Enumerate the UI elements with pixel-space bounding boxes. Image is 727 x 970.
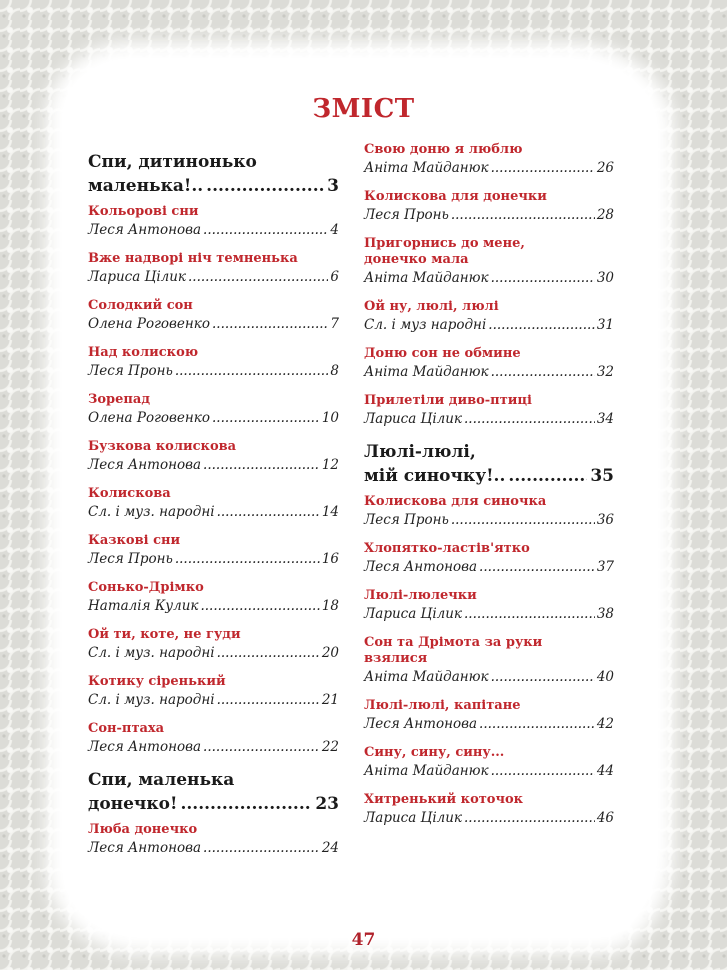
song-title: Колискова для донечки <box>364 189 547 204</box>
page-ref: 16 <box>321 551 339 567</box>
leader-dots <box>217 502 320 522</box>
section-title-last-line <box>88 792 339 816</box>
toc-entry <box>88 533 339 569</box>
entry-line <box>88 838 339 858</box>
toc-entry <box>88 251 339 287</box>
author: Леся Антонова <box>88 840 202 856</box>
author: Леся Антонова <box>364 559 478 575</box>
leader-dots <box>491 362 595 382</box>
page-ref: 28 <box>596 207 614 223</box>
entry-line <box>88 737 339 757</box>
leader-dots <box>203 455 320 475</box>
page-ref: 21 <box>321 692 339 708</box>
song-title: Кольорові сни <box>88 204 199 219</box>
entry-line <box>88 267 339 287</box>
author: Аніта Майданюк <box>364 669 489 685</box>
page-ref: 4 <box>330 222 339 238</box>
song-title: Хитренький коточок <box>364 792 524 807</box>
song-title: Колискова <box>88 486 171 501</box>
toc-entry <box>88 486 339 522</box>
toc-entry <box>364 588 614 624</box>
song-title: Люба донечко <box>88 822 198 837</box>
author: Сл. і муз народні <box>364 317 487 333</box>
section-title-line: мій синочку!.. <box>364 466 506 486</box>
author: Олена Роговенко <box>88 410 210 426</box>
song-title: Ой ти, коте, не гуди <box>88 627 241 642</box>
page-number: 47 <box>351 930 376 950</box>
leader-dots <box>464 409 595 429</box>
author: Аніта Майданюк <box>364 160 489 176</box>
toc-entry <box>88 627 339 663</box>
leader-dots <box>203 838 320 858</box>
leader-dots <box>175 549 320 569</box>
section-title-line: донечко! <box>88 794 178 814</box>
page-ref: 46 <box>596 810 614 826</box>
entry-line <box>364 510 614 530</box>
toc-right-column <box>364 142 614 839</box>
page-ref: 14 <box>321 504 339 520</box>
page-ref: 18 <box>321 598 339 614</box>
song-title-continued: донечко мала <box>364 252 469 267</box>
entry-line <box>364 761 614 781</box>
entry-line <box>88 455 339 475</box>
section-title-last-line <box>88 174 339 198</box>
author: Леся Пронь <box>364 512 449 528</box>
song-title: Хлопятко-ластів'ятко <box>364 541 530 556</box>
toc-entry <box>364 346 614 382</box>
section-title-line: Спи, дитинонько <box>88 152 257 172</box>
section-title-line: Спи, маленька <box>88 770 235 790</box>
page-ref: 8 <box>330 363 339 379</box>
toc-left-column <box>88 142 339 869</box>
toc-entry <box>364 189 614 225</box>
entry-line <box>364 205 614 225</box>
leader-dots <box>206 174 324 198</box>
song-title: Прилетіли диво-птиці <box>364 393 532 408</box>
page-ref: 7 <box>330 316 339 332</box>
section-heading <box>364 440 614 488</box>
toc-entry <box>364 393 614 429</box>
song-title: Сонько-Дрімко <box>88 580 204 595</box>
page-ref: 10 <box>321 410 339 426</box>
leader-dots <box>203 220 328 240</box>
author: Леся Антонова <box>88 739 202 755</box>
author: Сл. і муз. народні <box>88 504 215 520</box>
entry-line <box>88 643 339 663</box>
song-title: Свою доню я люблю <box>364 142 523 157</box>
author: Наталія Кулик <box>88 598 199 614</box>
song-title: Сон та Дрімота за руки <box>364 635 543 650</box>
entry-line <box>364 158 614 178</box>
author: Леся Антонова <box>88 222 202 238</box>
song-title: Люлі-люлі, капітане <box>364 698 521 713</box>
leader-dots <box>488 315 595 335</box>
author: Аніта Майданюк <box>364 364 489 380</box>
leader-dots <box>508 464 587 488</box>
toc-entry <box>88 345 339 381</box>
page-ref: 12 <box>321 457 339 473</box>
toc-entry <box>88 298 339 334</box>
entry-line <box>88 549 339 569</box>
song-title: Люлі-люлечки <box>364 588 477 603</box>
song-title-continued: взялися <box>364 651 428 666</box>
leader-dots <box>212 408 320 428</box>
page-ref: 34 <box>596 411 614 427</box>
section-page: 35 <box>590 466 614 486</box>
toc-entry <box>88 580 339 616</box>
author: Леся Пронь <box>88 363 173 379</box>
entry-line <box>364 268 614 288</box>
entry-line <box>88 596 339 616</box>
author: Аніта Майданюк <box>364 763 489 779</box>
song-title: Казкові сни <box>88 533 181 548</box>
toc-entry <box>364 142 614 178</box>
leader-dots <box>212 314 328 334</box>
song-title: Котику сіренький <box>88 674 226 689</box>
entry-line <box>364 409 614 429</box>
section-page: 3 <box>327 176 339 196</box>
section-page: 23 <box>315 794 339 814</box>
section-heading <box>88 150 339 198</box>
toc-entry <box>364 698 614 734</box>
toc-entry <box>88 392 339 428</box>
page-ref: 26 <box>596 160 614 176</box>
leader-dots <box>451 205 595 225</box>
leader-dots <box>464 808 595 828</box>
author: Сл. і муз. народні <box>88 692 215 708</box>
entry-line <box>88 314 339 334</box>
entry-line <box>364 714 614 734</box>
section-heading <box>88 768 339 816</box>
author: Сл. і муз. народні <box>88 645 215 661</box>
page-ref: 31 <box>596 317 614 333</box>
leader-dots <box>491 158 595 178</box>
song-title: Зорепад <box>88 392 151 407</box>
leader-dots <box>464 604 595 624</box>
page-ref: 22 <box>321 739 339 755</box>
entry-line <box>364 557 614 577</box>
toc-entry <box>364 745 614 781</box>
song-title: Сину, сину, сину... <box>364 745 505 760</box>
song-title: Над колискою <box>88 345 199 360</box>
song-title: Ой ну, люлі, люлі <box>364 299 499 314</box>
toc-entry <box>364 541 614 577</box>
song-title: Бузкова колискова <box>88 439 237 454</box>
page-ref: 20 <box>321 645 339 661</box>
page-ref: 24 <box>321 840 339 856</box>
leader-dots <box>451 510 595 530</box>
author: Леся Антонова <box>88 457 202 473</box>
song-title: Сон-птаха <box>88 721 165 736</box>
page-ref: 6 <box>330 269 339 285</box>
leader-dots <box>217 690 320 710</box>
toc-entry <box>364 792 614 828</box>
leader-dots <box>491 761 595 781</box>
entry-line <box>364 362 614 382</box>
entry-line <box>88 361 339 381</box>
leader-dots <box>479 714 595 734</box>
page-ref: 30 <box>596 270 614 286</box>
section-title-line: маленька!.. <box>88 176 204 196</box>
section-title-line: Люлі-люлі, <box>364 442 476 462</box>
toc-entry <box>364 494 614 530</box>
page-ref: 36 <box>596 512 614 528</box>
entry-line <box>364 315 614 335</box>
entry-line <box>88 408 339 428</box>
toc-entry <box>364 236 614 288</box>
author: Лариса Цілик <box>364 411 462 427</box>
toc-entry <box>88 822 339 858</box>
author: Лариса Цілик <box>364 810 462 826</box>
author: Олена Роговенко <box>88 316 210 332</box>
entry-line <box>88 690 339 710</box>
author: Леся Пронь <box>364 207 449 223</box>
page-ref: 32 <box>596 364 614 380</box>
song-title: Пригорнись до мене, <box>364 236 525 251</box>
author: Лариса Цілик <box>364 606 462 622</box>
entry-line <box>88 502 339 522</box>
leader-dots <box>491 268 595 288</box>
entry-line <box>364 667 614 687</box>
page-ref: 44 <box>596 763 614 779</box>
toc-entry <box>88 721 339 757</box>
leader-dots <box>203 737 320 757</box>
leader-dots <box>188 267 328 287</box>
toc-entry <box>364 635 614 687</box>
song-title: Вже надворі ніч темненька <box>88 251 298 266</box>
leader-dots <box>200 596 319 616</box>
toc-entry <box>364 299 614 335</box>
entry-line <box>364 808 614 828</box>
page-ref: 42 <box>596 716 614 732</box>
author: Леся Антонова <box>364 716 478 732</box>
song-title: Доню сон не обмине <box>364 346 521 361</box>
toc-entry <box>88 674 339 710</box>
leader-dots <box>217 643 320 663</box>
page-ref: 40 <box>596 669 614 685</box>
page-ref: 37 <box>596 559 614 575</box>
leader-dots <box>180 792 312 816</box>
entry-line <box>88 220 339 240</box>
song-title: Солодкий сон <box>88 298 193 313</box>
toc-entry <box>88 204 339 240</box>
page-ref: 38 <box>596 606 614 622</box>
leader-dots <box>175 361 329 381</box>
song-title: Колискова для синочка <box>364 494 547 509</box>
author: Леся Пронь <box>88 551 173 567</box>
author: Лариса Цілик <box>88 269 186 285</box>
author: Аніта Майданюк <box>364 270 489 286</box>
leader-dots <box>491 667 595 687</box>
section-title-last-line <box>364 464 614 488</box>
page-title: ЗМІСТ <box>312 94 415 124</box>
toc-entry <box>88 439 339 475</box>
entry-line <box>364 604 614 624</box>
leader-dots <box>479 557 595 577</box>
